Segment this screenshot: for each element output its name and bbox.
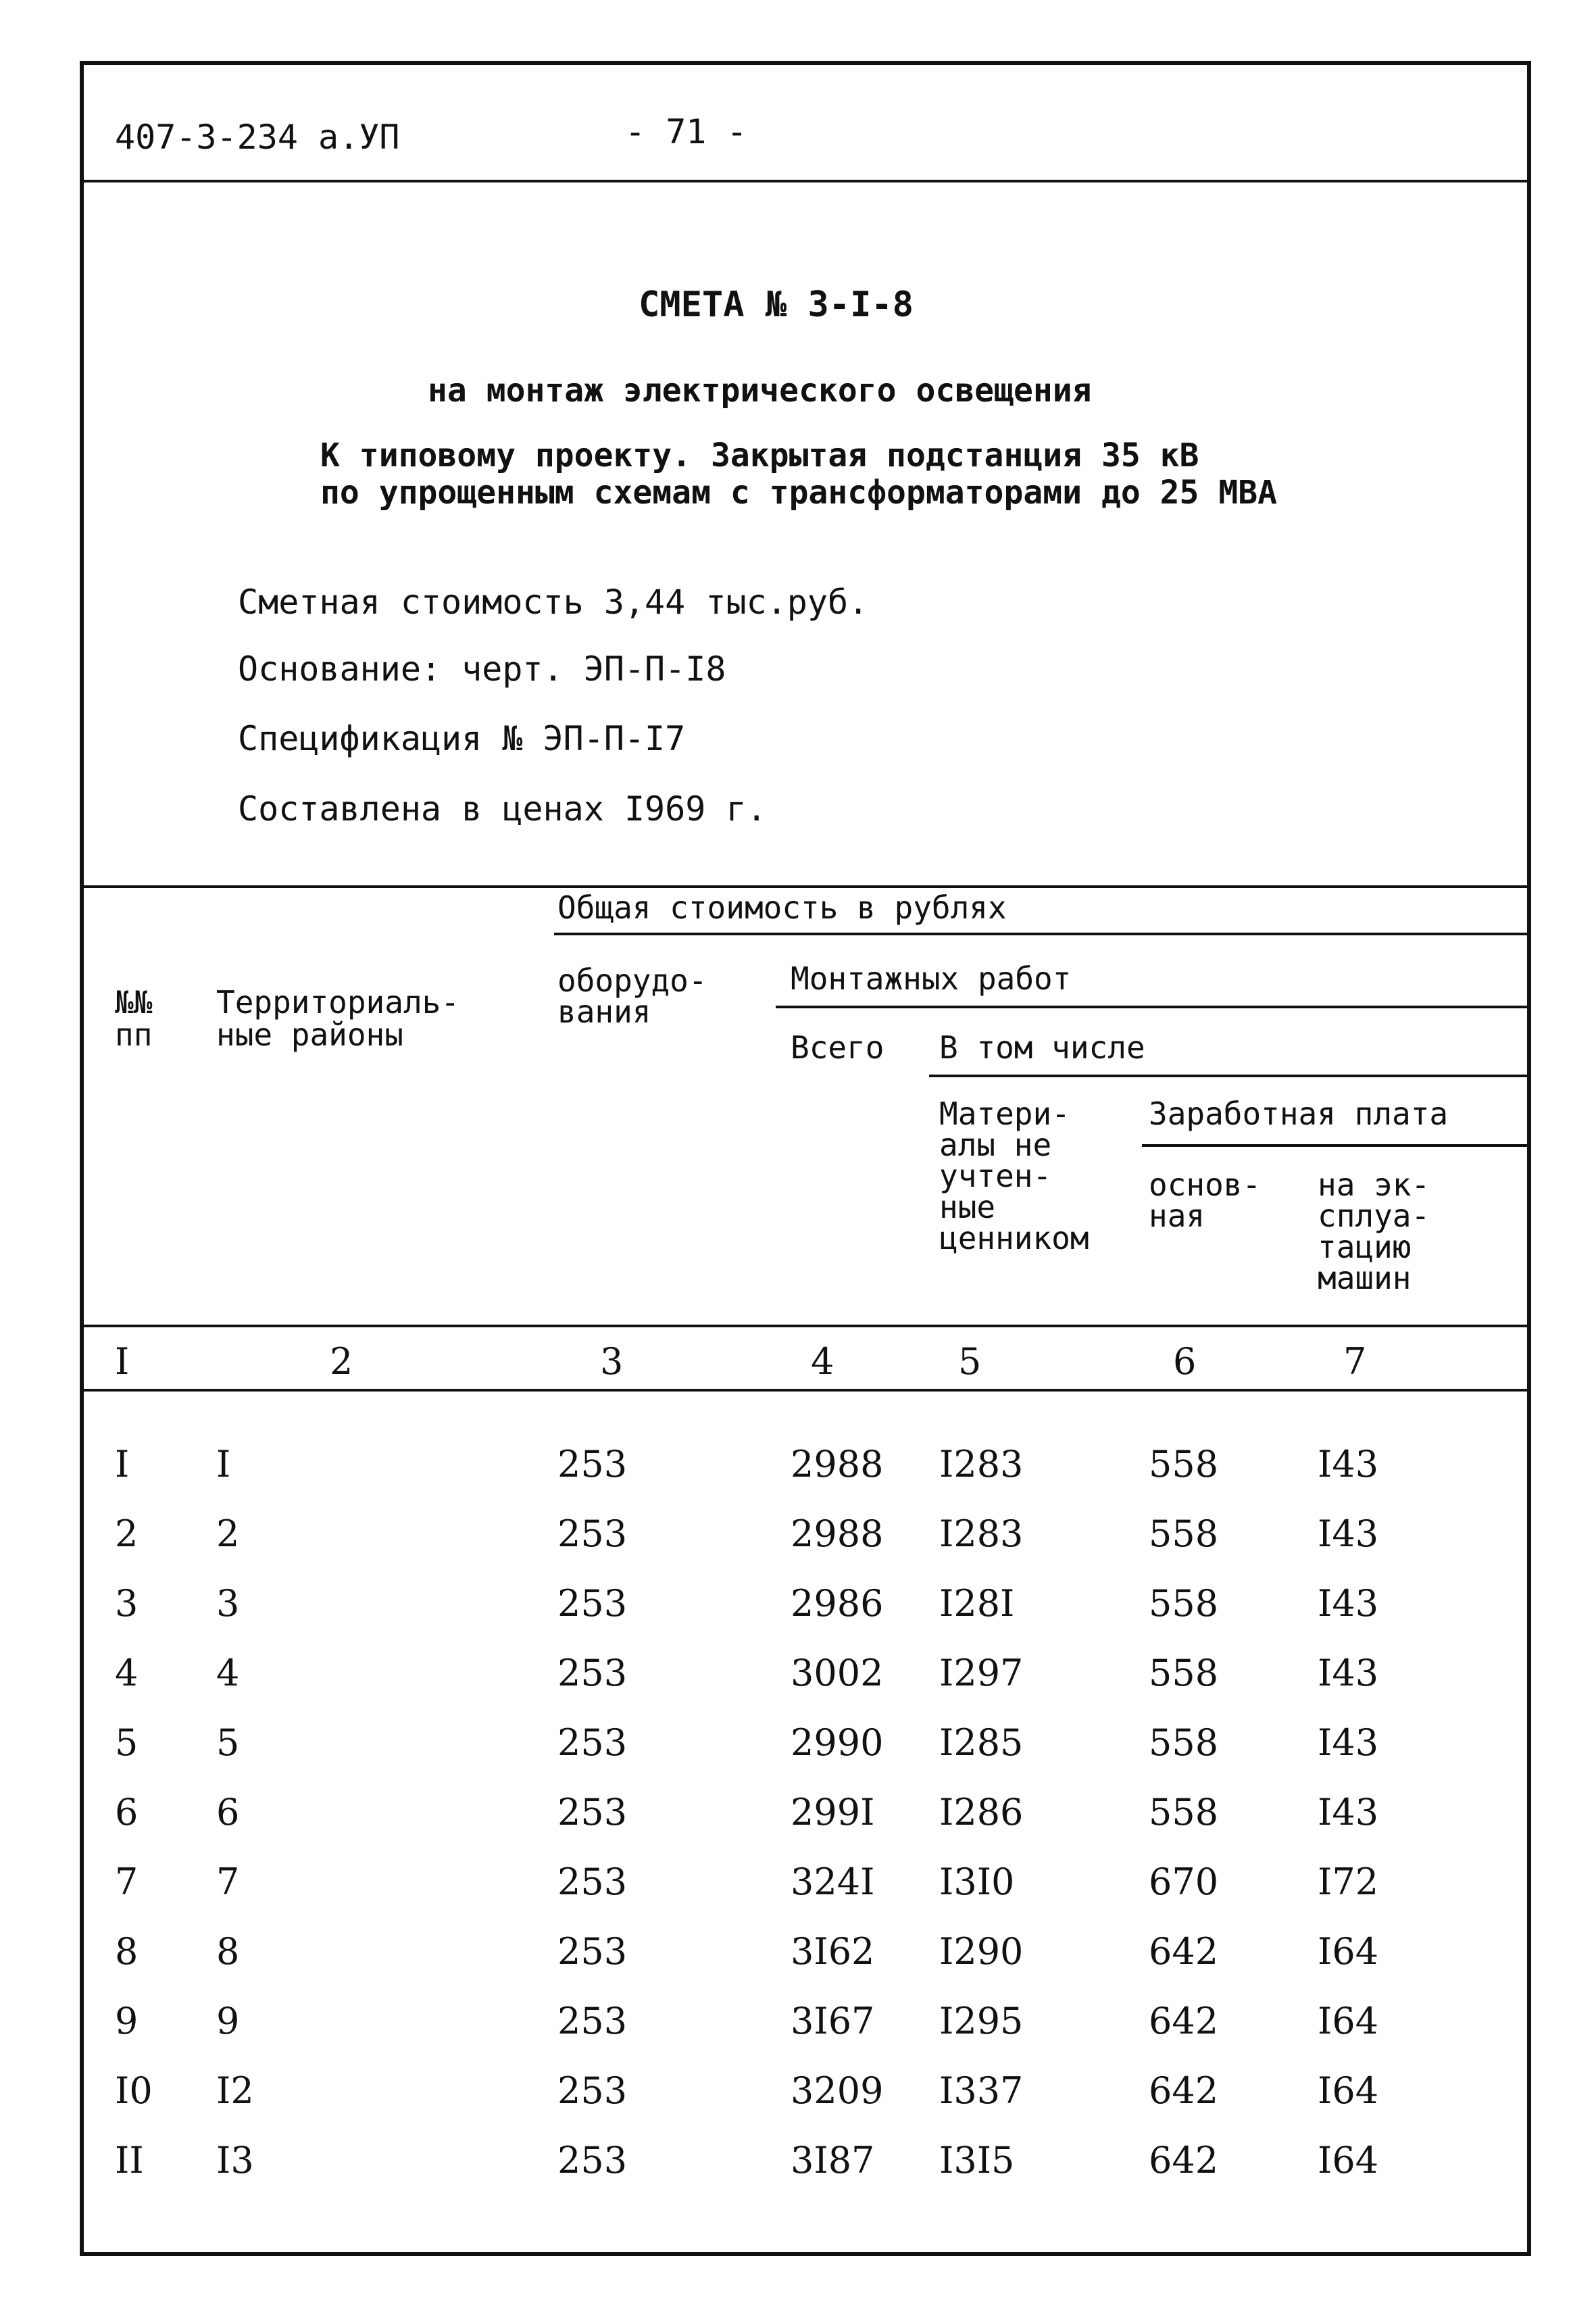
header-line-total bbox=[554, 933, 1527, 935]
header-machines-3: тацию bbox=[1318, 1229, 1412, 1265]
page-number: - 71 - bbox=[625, 112, 747, 151]
materials-cell: I337 bbox=[939, 2069, 1024, 2112]
wages-basic-cell: 558 bbox=[1149, 1582, 1219, 1625]
wages-basic-cell: 642 bbox=[1149, 1930, 1219, 1973]
row-number: 9 bbox=[115, 2000, 139, 2042]
header-region-2: ные районы bbox=[216, 1016, 403, 1053]
equipment-cell: 253 bbox=[557, 1721, 628, 1764]
materials-cell: I283 bbox=[939, 1512, 1024, 1555]
total-cell: 2986 bbox=[791, 1582, 884, 1625]
header-materials-4: ные bbox=[939, 1189, 996, 1225]
wages-basic-cell: 670 bbox=[1149, 1861, 1219, 1903]
estimate-basis: Основание: черт. ЭП-П-I8 bbox=[238, 649, 726, 689]
row-number: 3 bbox=[115, 1582, 139, 1625]
total-cell: 2988 bbox=[791, 1512, 884, 1555]
row-number: 4 bbox=[115, 1652, 139, 1694]
header-materials-1: Матери- bbox=[939, 1096, 1070, 1132]
region-cell: 7 bbox=[216, 1861, 240, 1903]
region-cell: 6 bbox=[216, 1791, 240, 1833]
equipment-cell: 253 bbox=[557, 1512, 628, 1555]
table-top-line bbox=[84, 885, 1527, 888]
column-number: I bbox=[115, 1340, 130, 1383]
total-cell: 3209 bbox=[791, 2069, 884, 2112]
header-equipment-1: оборудо- bbox=[557, 962, 707, 999]
header-divider bbox=[84, 180, 1527, 182]
header-materials-3: учтен- bbox=[939, 1158, 1052, 1194]
header-basic-2: ная bbox=[1149, 1198, 1205, 1234]
column-numbers-line bbox=[84, 1389, 1527, 1392]
header-equipment-2: вания bbox=[557, 993, 651, 1030]
row-number: 5 bbox=[115, 1721, 139, 1764]
header-line-installation bbox=[776, 1006, 1527, 1008]
materials-cell: I28I bbox=[939, 1582, 1015, 1625]
total-cell: 2988 bbox=[791, 1443, 884, 1485]
doc-code: 407-3-234 а.УП bbox=[115, 118, 400, 157]
estimate-title: СМЕТА № 3-I-8 bbox=[639, 285, 914, 325]
wages-machines-cell: I43 bbox=[1318, 1443, 1379, 1485]
materials-cell: I290 bbox=[939, 1930, 1024, 1973]
region-cell: I bbox=[216, 1443, 231, 1485]
total-cell: 3I87 bbox=[791, 2139, 875, 2182]
header-bottom-line bbox=[84, 1325, 1527, 1327]
wages-machines-cell: I64 bbox=[1318, 1930, 1379, 1973]
wages-basic-cell: 558 bbox=[1149, 1721, 1219, 1764]
header-no-1: №№ bbox=[115, 984, 153, 1020]
header-region-1: Территориаль- bbox=[216, 984, 460, 1020]
region-cell: 8 bbox=[216, 1930, 240, 1973]
wages-basic-cell: 642 bbox=[1149, 2069, 1219, 2112]
header-basic-1: основ- bbox=[1149, 1166, 1262, 1203]
equipment-cell: 253 bbox=[557, 2069, 628, 2112]
materials-cell: I285 bbox=[939, 1721, 1024, 1764]
header-materials-5: ценником bbox=[939, 1220, 1089, 1256]
column-number: 3 bbox=[600, 1340, 624, 1383]
wages-machines-cell: I43 bbox=[1318, 1512, 1379, 1555]
equipment-cell: 253 bbox=[557, 2139, 628, 2182]
wages-machines-cell: I43 bbox=[1318, 1582, 1379, 1625]
materials-cell: I283 bbox=[939, 1443, 1024, 1485]
region-cell: 2 bbox=[216, 1512, 240, 1555]
materials-cell: I286 bbox=[939, 1791, 1024, 1833]
wages-basic-cell: 558 bbox=[1149, 1652, 1219, 1694]
materials-cell: I297 bbox=[939, 1652, 1024, 1694]
header-installation: Монтажных работ bbox=[791, 960, 1072, 997]
row-number: 6 bbox=[115, 1791, 139, 1833]
header-materials-2: алы не bbox=[939, 1127, 1052, 1163]
header-wages: Заработная плата bbox=[1149, 1096, 1449, 1132]
region-cell: 9 bbox=[216, 2000, 240, 2042]
wages-basic-cell: 558 bbox=[1149, 1512, 1219, 1555]
wages-machines-cell: I72 bbox=[1318, 1861, 1379, 1903]
header-machines-1: на эк- bbox=[1318, 1166, 1430, 1203]
materials-cell: I3I5 bbox=[939, 2139, 1015, 2182]
estimate-specification: Спецификация № ЭП-П-I7 bbox=[238, 719, 686, 758]
header-total-cost: Общая стоимость в рублях bbox=[557, 889, 1007, 926]
wages-basic-cell: 558 bbox=[1149, 1443, 1219, 1485]
wages-basic-cell: 642 bbox=[1149, 2000, 1219, 2042]
column-number: 5 bbox=[958, 1340, 982, 1383]
column-number: 6 bbox=[1173, 1340, 1197, 1383]
row-number: 8 bbox=[115, 1930, 139, 1973]
total-cell: 324I bbox=[791, 1861, 875, 1903]
estimate-cost: Сметная стоимость 3,44 тыс.руб. bbox=[238, 583, 869, 622]
row-number: I0 bbox=[115, 2069, 153, 2112]
wages-machines-cell: I64 bbox=[1318, 2000, 1379, 2042]
region-cell: 5 bbox=[216, 1721, 240, 1764]
total-cell: 2990 bbox=[791, 1721, 884, 1764]
header-all: Всего bbox=[791, 1029, 884, 1066]
header-machines-4: машин bbox=[1318, 1260, 1412, 1296]
region-cell: 3 bbox=[216, 1582, 240, 1625]
header-machines-2: сплуа- bbox=[1318, 1198, 1430, 1234]
row-number: II bbox=[115, 2139, 144, 2182]
equipment-cell: 253 bbox=[557, 1791, 628, 1833]
materials-cell: I3I0 bbox=[939, 1861, 1015, 1903]
header-no-2: пп bbox=[115, 1016, 153, 1053]
row-number: I bbox=[115, 1443, 130, 1485]
region-cell: 4 bbox=[216, 1652, 240, 1694]
wages-basic-cell: 558 bbox=[1149, 1791, 1219, 1833]
wages-machines-cell: I43 bbox=[1318, 1652, 1379, 1694]
materials-cell: I295 bbox=[939, 2000, 1024, 2042]
estimate-prices: Составлена в ценах I969 г. bbox=[238, 789, 767, 829]
project-line-2: по упрощенным схемам с трансформаторами до 25 МВА bbox=[320, 474, 1278, 512]
row-number: 2 bbox=[115, 1512, 139, 1555]
region-cell: I3 bbox=[216, 2139, 254, 2182]
equipment-cell: 253 bbox=[557, 1443, 628, 1485]
total-cell: 299I bbox=[791, 1791, 875, 1833]
row-number: 7 bbox=[115, 1861, 139, 1903]
column-number: 4 bbox=[811, 1340, 834, 1383]
wages-machines-cell: I43 bbox=[1318, 1791, 1379, 1833]
equipment-cell: 253 bbox=[557, 1652, 628, 1694]
total-cell: 3002 bbox=[791, 1652, 884, 1694]
project-line-1: К типовому проекту. Закрытая подстанция 35 кВ bbox=[320, 437, 1199, 474]
wages-basic-cell: 642 bbox=[1149, 2139, 1219, 2182]
equipment-cell: 253 bbox=[557, 1582, 628, 1625]
header-line-including bbox=[929, 1075, 1527, 1077]
wages-machines-cell: I43 bbox=[1318, 1721, 1379, 1764]
equipment-cell: 253 bbox=[557, 1930, 628, 1973]
header-line-wages bbox=[1142, 1144, 1527, 1147]
column-number: 2 bbox=[330, 1340, 353, 1383]
header-including: В том числе bbox=[939, 1029, 1145, 1066]
wages-machines-cell: I64 bbox=[1318, 2139, 1379, 2182]
equipment-cell: 253 bbox=[557, 2000, 628, 2042]
total-cell: 3I62 bbox=[791, 1930, 875, 1973]
estimate-subject: на монтаж электрического освещения bbox=[428, 372, 1092, 410]
column-number: 7 bbox=[1343, 1340, 1367, 1383]
total-cell: 3I67 bbox=[791, 2000, 875, 2042]
region-cell: I2 bbox=[216, 2069, 254, 2112]
wages-machines-cell: I64 bbox=[1318, 2069, 1379, 2112]
equipment-cell: 253 bbox=[557, 1861, 628, 1903]
